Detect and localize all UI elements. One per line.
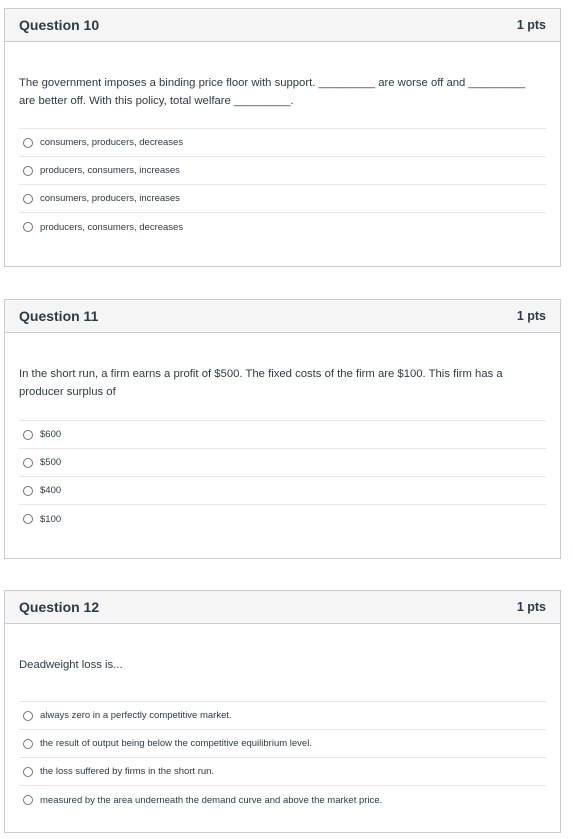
answer-list (19, 701, 546, 814)
question-text-line: In the short run, a firm earns a profit of $500. The fixed costs of the firm are $100. This firm has a (19, 368, 503, 380)
question-card-11 (4, 299, 561, 559)
radio-button[interactable] (23, 430, 33, 440)
answer-option[interactable] (19, 702, 546, 730)
question-points: 1 pts (516, 18, 546, 32)
question-points: 1 pts (516, 309, 546, 323)
answer-list (19, 128, 546, 241)
answer-label: $600 (40, 429, 62, 440)
answer-label: consumers, producers, increases (40, 193, 180, 204)
question-text (5, 656, 560, 674)
radio-button[interactable] (23, 739, 33, 749)
answer-label: the loss suffered by firms in the short run. (40, 766, 215, 777)
question-text (5, 74, 560, 110)
radio-button[interactable] (23, 166, 33, 176)
answer-option[interactable] (19, 786, 546, 814)
radio-button[interactable] (23, 194, 33, 204)
answer-option[interactable] (19, 421, 546, 449)
question-title: Question 12 (19, 599, 100, 615)
answer-label: measured by the area underneath the demand curve and above the market price. (40, 794, 383, 806)
answer-option[interactable] (19, 185, 546, 213)
answer-option[interactable] (19, 157, 546, 185)
question-text-line: producer surplus of (19, 386, 116, 398)
answer-option[interactable] (19, 129, 546, 157)
answer-list (19, 420, 546, 533)
question-text-line: are better off. With this policy, total welfare _________. (19, 95, 294, 107)
radio-button[interactable] (23, 767, 33, 777)
question-card-12 (4, 590, 561, 833)
radio-button[interactable] (23, 795, 33, 805)
question-text-line: The government imposes a binding price floor with support. _________ are worse off and _________ (19, 77, 525, 89)
question-header (5, 591, 560, 624)
radio-button[interactable] (23, 486, 33, 496)
answer-label: $100 (40, 513, 62, 525)
question-header (5, 9, 560, 42)
radio-button[interactable] (23, 711, 33, 721)
answer-option[interactable] (19, 477, 546, 505)
answer-option[interactable] (19, 449, 546, 477)
answer-label: always zero in a perfectly competitive market. (40, 710, 232, 721)
answer-option[interactable] (19, 505, 546, 533)
question-text (5, 365, 560, 401)
answer-label: producers, consumers, decreases (40, 221, 184, 233)
answer-option[interactable] (19, 758, 546, 786)
radio-button[interactable] (23, 458, 33, 468)
answer-option[interactable] (19, 730, 546, 758)
radio-button[interactable] (23, 138, 33, 148)
answer-label: consumers, producers, decreases (40, 137, 184, 148)
question-title: Question 11 (19, 308, 99, 324)
question-title: Question 10 (19, 17, 100, 33)
answer-label: $500 (40, 457, 62, 468)
answer-option[interactable] (19, 213, 546, 241)
question-header (5, 300, 560, 333)
radio-button[interactable] (23, 514, 33, 524)
question-text-line: Deadweight loss is... (19, 659, 123, 671)
radio-button[interactable] (23, 222, 33, 232)
answer-label: the result of output being below the competitive equilibrium level. (40, 738, 312, 749)
answer-label: $400 (40, 485, 62, 496)
question-points: 1 pts (516, 600, 546, 614)
answer-label: producers, consumers, increases (40, 165, 180, 176)
question-card-10 (4, 8, 561, 267)
